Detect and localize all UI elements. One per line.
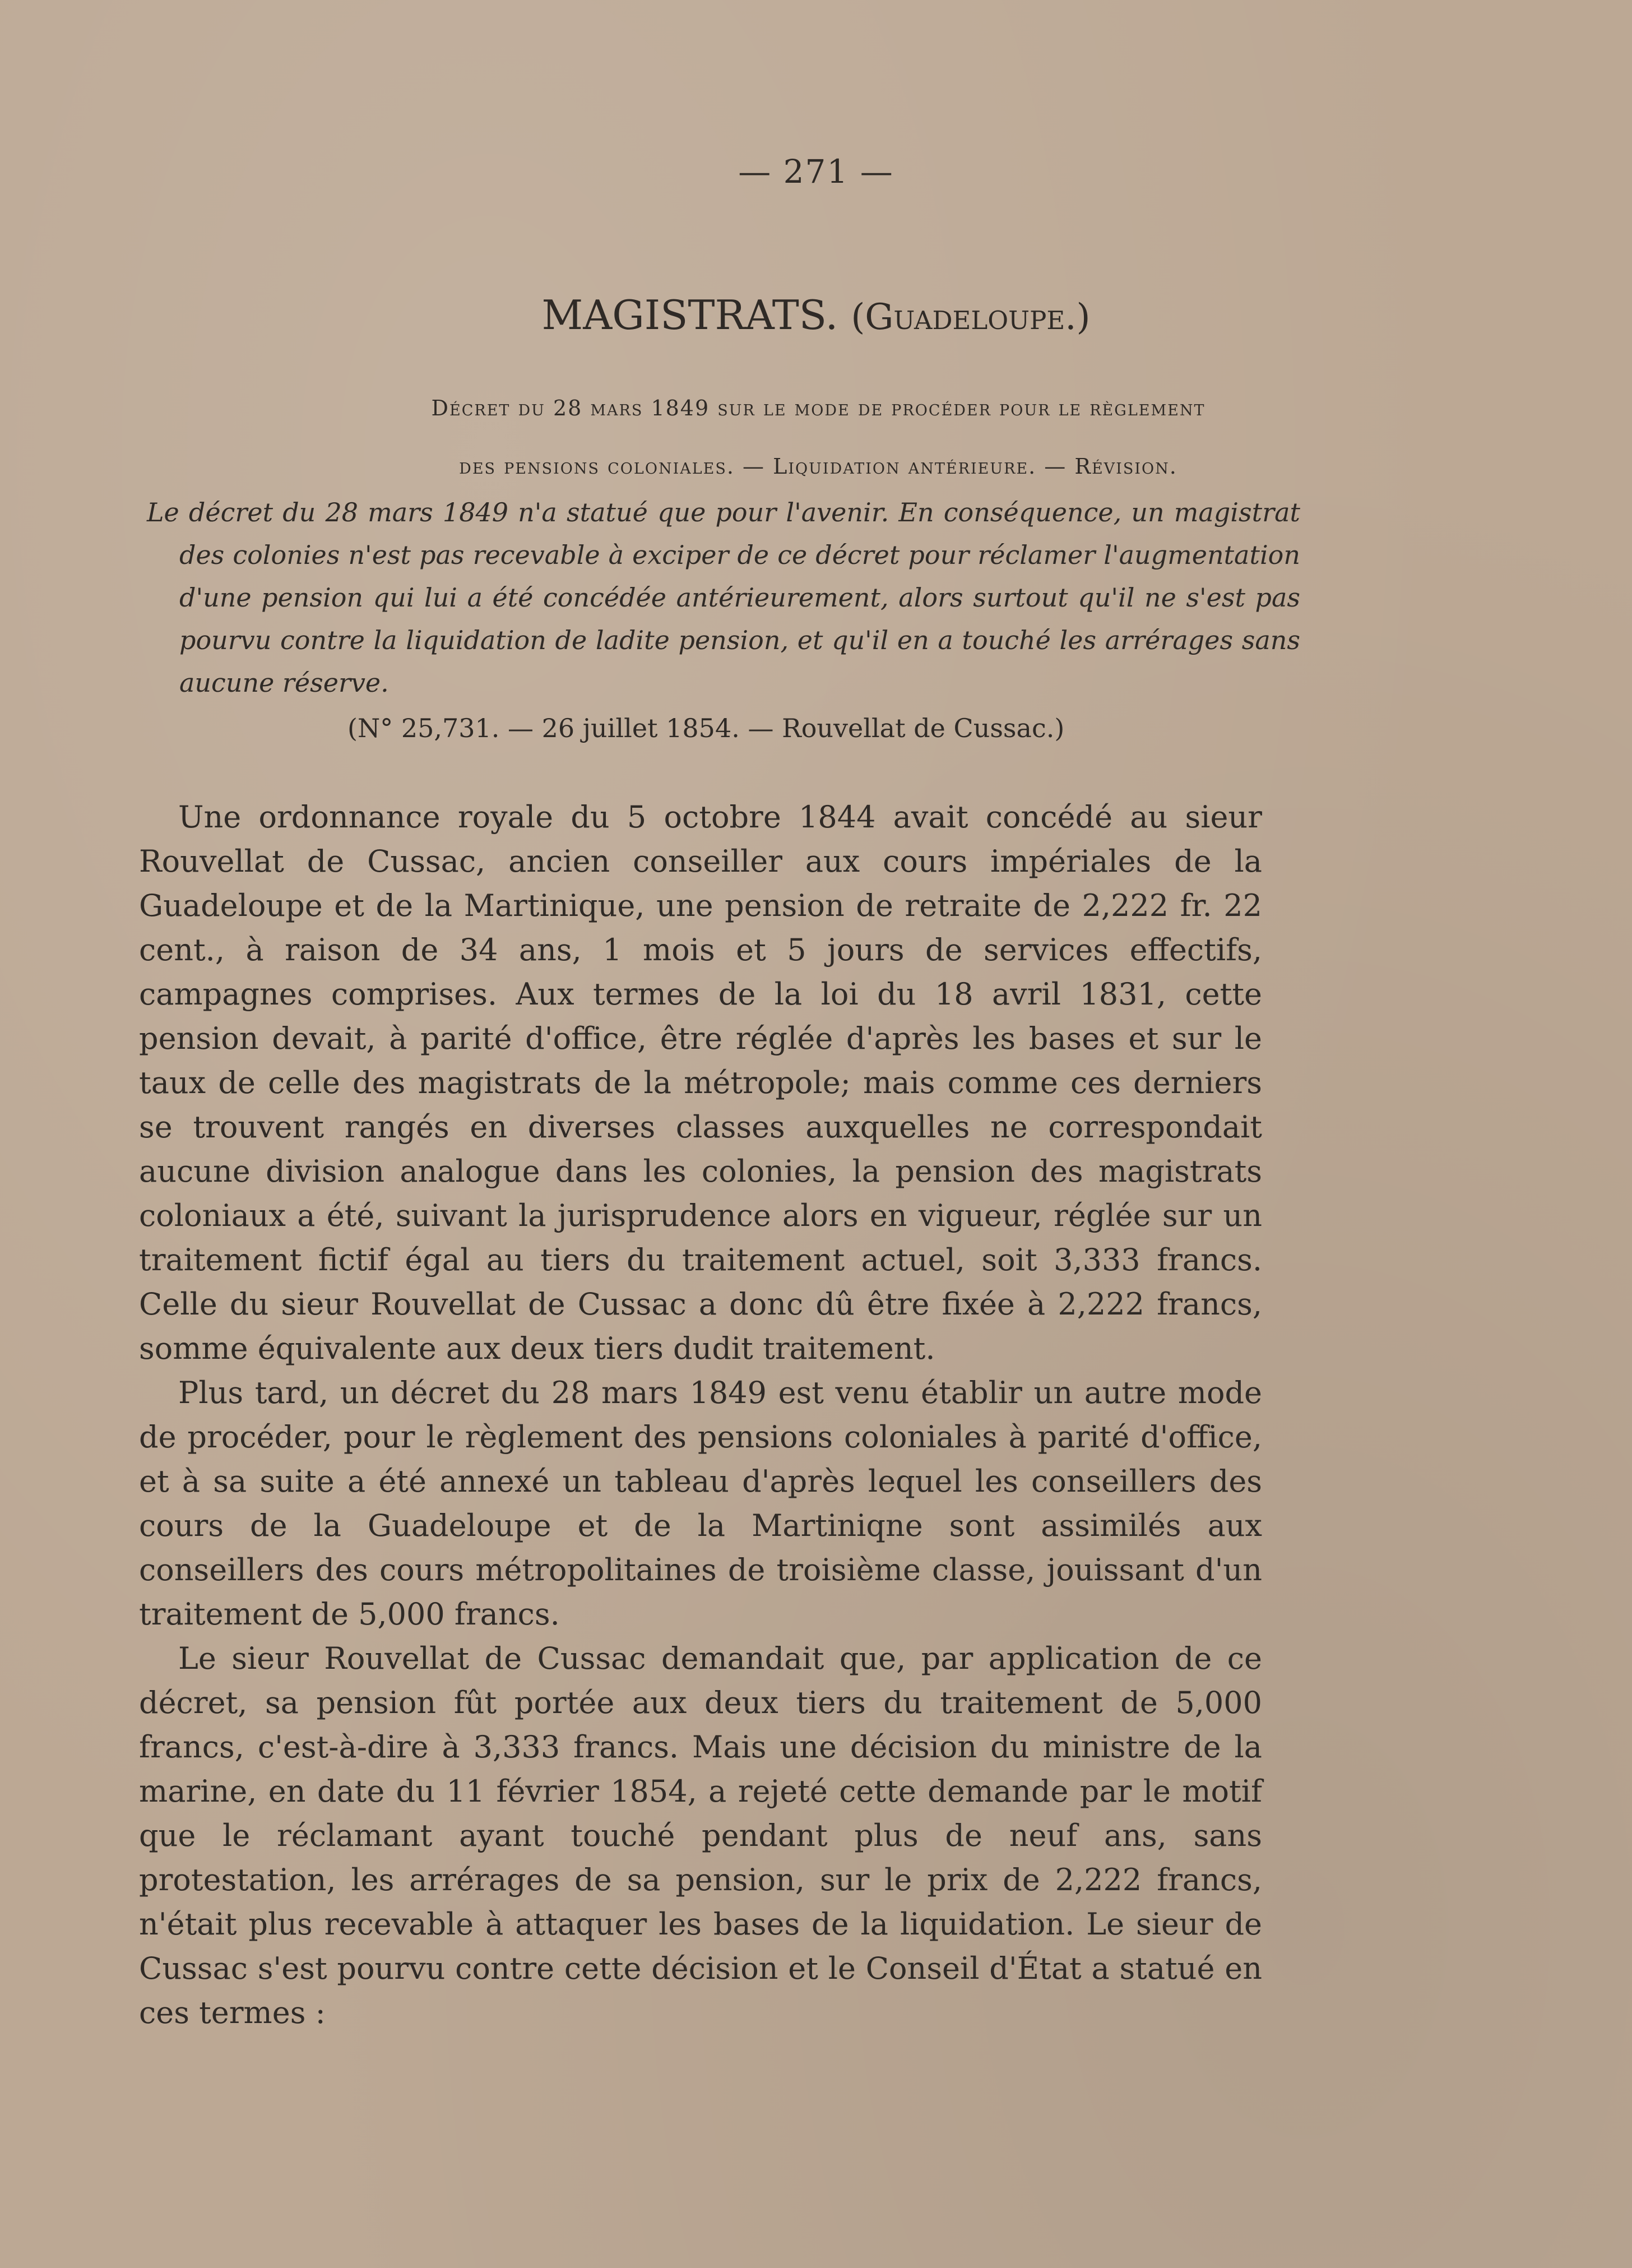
body-text [139,795,1262,2035]
section-title [0,291,1632,339]
body-paragraph: Le sieur Rouvellat de Cussac demandait que, par application de ce décret, sa pension fût portée aux deux tiers du traitement de 5,000 francs, c'est-à-dire à 3,333 francs. Mais une décision du ministre de la marine, en date du 11 février 1854, a rejeté cette demande par le motif que le réclamant ayant touché pendant plus de neuf ans, sans protestation, les arrérages de sa pension, sur le prix de 2,222 francs, n'était plus recevable à attaquer les bases de la liquidation. Le sieur de Cussac s'est pourvu contre cette décision et le Conseil d'État a statué en ces termes : [139,1641,1262,2030]
decree-line: Décret du 28 mars 1849 sur le mode de procéder pour le règlement [431,396,1206,420]
section-title-sub: (Guadeloupe.) [851,297,1091,338]
body-paragraph: Une ordonnance royale du 5 octobre 1844 avait concédé au sieur Rouvellat de Cussac, ancien conseiller aux cours impériales de la Guadeloupe et de la Martinique, une pension de retraite de 2,222 fr. 22 cent., à raison de 34 ans, 1 mois et 5 jours de services effectifs, campagnes comprises. Aux termes de la loi du 18 avril 1831, cette pension devait, à parité d'office, être réglée d'après les bases et sur le taux de celle des magistrats de la métropole; mais comme ces derniers se trouvent rangés en diverses classes auxquelles ne correspondait aucune division analogue dans les colonies, la pension des magistrats coloniaux a été, suivant la jurisprudence alors en vigueur, réglée sur un traitement fictif égal au tiers du traitement actuel, soit 3,333 francs. Celle du sieur Rouvellat de Cussac a donc dû être fixée à 2,222 francs, somme équivalente aux deux tiers dudit traitement. [139,799,1262,1366]
decree-line: des pensions coloniales. — Liquidation antérieure. — Révision. [459,454,1177,479]
page-number: — 271 — [738,152,894,191]
case-reference: (N° 25,731. — 26 juillet 1854. — Rouvellat de Cussac.) [347,713,1065,743]
summary-paragraph: Le décret du 28 mars 1849 n'a statué que pour l'avenir. En conséquence, un magistrat des colonies n'est pas recevable à exciper de ce décret pour réclamer l'augmentation d'une pension qui lui a été concédée antérieurement, alors surtout qu'il ne s'est pas pourvu contre la liquidation de ladite pension, et qu'il en a touché les arrérages sans aucune réserve. [147,497,1300,698]
section-title-main: MAGISTRATS. [541,291,838,339]
decree-heading [174,379,1463,496]
body-paragraph: Plus tard, un décret du 28 mars 1849 est venu établir un autre mode de procéder, pour le règlement des pensions coloniales à parité d'office, et à sa suite a été annexé un tableau d'après lequel les conseillers des cours de la Guadeloupe et de la Martiniqne sont assimilés aux conseillers des cours métropolitaines de troisième classe, jouissant d'un traitement de 5,000 francs. [139,1375,1262,1632]
